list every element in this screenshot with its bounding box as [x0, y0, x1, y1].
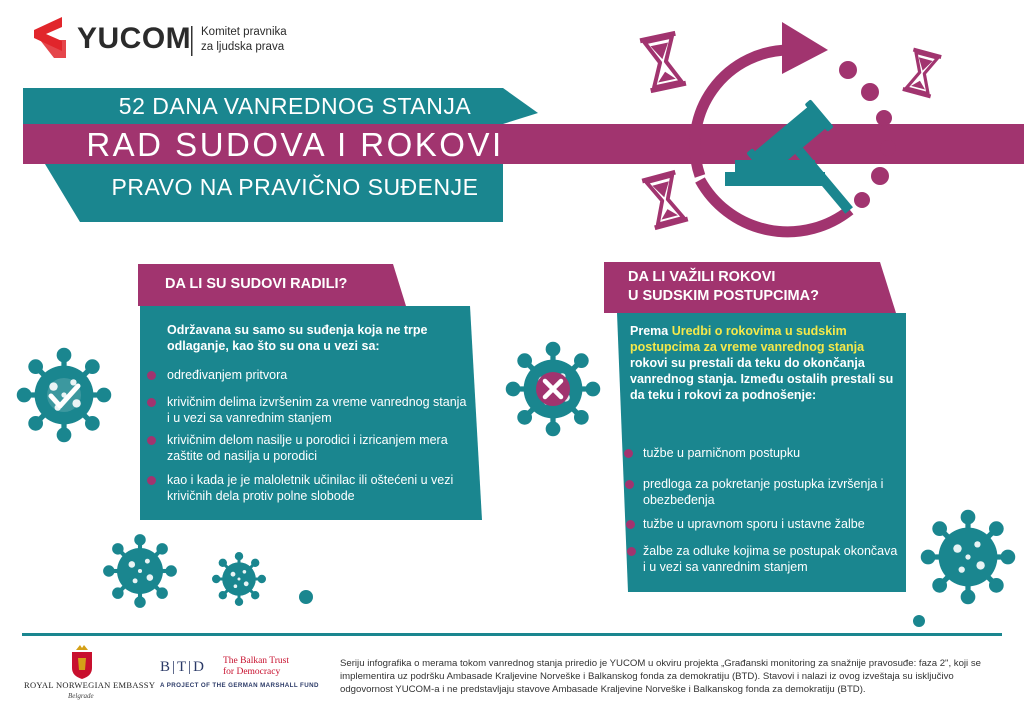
hourglass-icon: [640, 31, 687, 93]
left-title: DA LI SU SUDOVI RADILI?: [165, 276, 348, 292]
virus-icon: [103, 534, 177, 608]
left-item-2: krivičnim delima izvršenim za vreme vanrednog stanja i u vezi sa vanrednim stanjem: [167, 395, 467, 425]
left-intro: Održavana su samo su suđenja koja ne trpe odlaganje, kao što su ona u vezi sa:: [167, 323, 428, 353]
btd-mark: B|T|D: [160, 659, 207, 675]
footer-disclaimer: Seriju infografika o merama tokom vanrednog stanja priredio je YUCOM u okviru projekta „Građanski monitoring za snažnije pravosuđe: faza 2", koji se implementira uz podršku Ambasade Kraljevine Norveške i Balkanskog fonda za demokratiju (BTD). Stavovi i nalazi iz ovog izveštaja su isključivo odgovornost YUCOM-a i ne predstavljaju stavove Ambasade Kraljevine Norveške i Balkanskog fonda za demokratiju (BTD).: [340, 658, 981, 695]
right-item-3: tužbe u upravnom sporu i ustavne žalbe: [643, 517, 865, 531]
norway-city-label: Belgrade: [68, 692, 94, 700]
right-intro-prefix: Prema: [630, 324, 669, 338]
right-item-4: žalbe za odluke kojima se postupak okončava i u vezi sa vanrednim stanjem: [643, 544, 898, 574]
left-item-4: kao i kada je je maloletnik učinilac ili oštećeni u vezi krivičnih dela protiv polne slobode: [167, 473, 454, 503]
header-line-3: PRAVO NA PRAVIČNO SUĐENJE: [111, 174, 479, 200]
check-icon: [47, 378, 81, 412]
hourglass-icon: [642, 170, 689, 230]
yucom-logo-icon: [34, 17, 66, 58]
right-intro-highlight: Uredbi o rokovima u sudskim postupcima za vreme vanrednog stanja: [630, 324, 865, 354]
bullet-dot: [625, 480, 634, 489]
bullet-dot: [147, 436, 156, 445]
norway-embassy-label: ROYAL NORWEGIAN EMBASSY: [24, 680, 156, 690]
footer-divider: [22, 633, 1002, 636]
logo-subtitle-2: za ljudska prava: [201, 41, 285, 53]
right-intro: [630, 323, 898, 403]
virus-icon: [921, 510, 1016, 605]
logo-divider: [191, 26, 193, 56]
right-item-1: tužbe u parničnom postupku: [643, 446, 801, 460]
left-item-3: krivičnim delom nasilje u porodici i izricanjem mera zaštite od nasilja u porodici: [167, 433, 448, 463]
cross-icon: [536, 372, 570, 406]
header-line-1: 52 DANA VANREDNOG STANJA: [118, 93, 472, 119]
bullet-dot: [626, 520, 635, 529]
bullet-dot: [624, 449, 633, 458]
left-item-1: određivanjem pritvora: [167, 368, 288, 382]
right-title-2: U SUDSKIM POSTUPCIMA?: [628, 288, 819, 304]
btd-subtitle: A PROJECT OF THE GERMAN MARSHALL FUND: [160, 682, 319, 689]
right-intro-rest: rokovi su prestali da teku do okončanja vanrednog stanja. Između ostalih prestali su da teku i rokovi za podnošenje:: [630, 356, 894, 402]
page-title: RAD SUDOVA I ROKOVI: [86, 126, 504, 163]
btd-name-1: The Balkan Trust: [223, 656, 289, 666]
virus-icon: [212, 552, 266, 606]
bullet-dot: [147, 398, 156, 407]
hourglass-icon: [902, 48, 941, 99]
logo-name: YUCOM: [77, 22, 192, 55]
bullet-dot: [147, 476, 156, 485]
bullet-dot: [627, 547, 636, 556]
norway-crest-icon: [72, 645, 92, 679]
logo-subtitle-1: Komitet pravnika: [201, 26, 287, 38]
btd-name-2: for Democracy: [223, 667, 281, 677]
right-title-1: DA LI VAŽILI ROKOVI: [628, 269, 776, 285]
bullet-dot: [147, 371, 156, 380]
right-item-2: predloga za pokretanje postupka izvršenja i obezbeđenja: [643, 477, 884, 507]
